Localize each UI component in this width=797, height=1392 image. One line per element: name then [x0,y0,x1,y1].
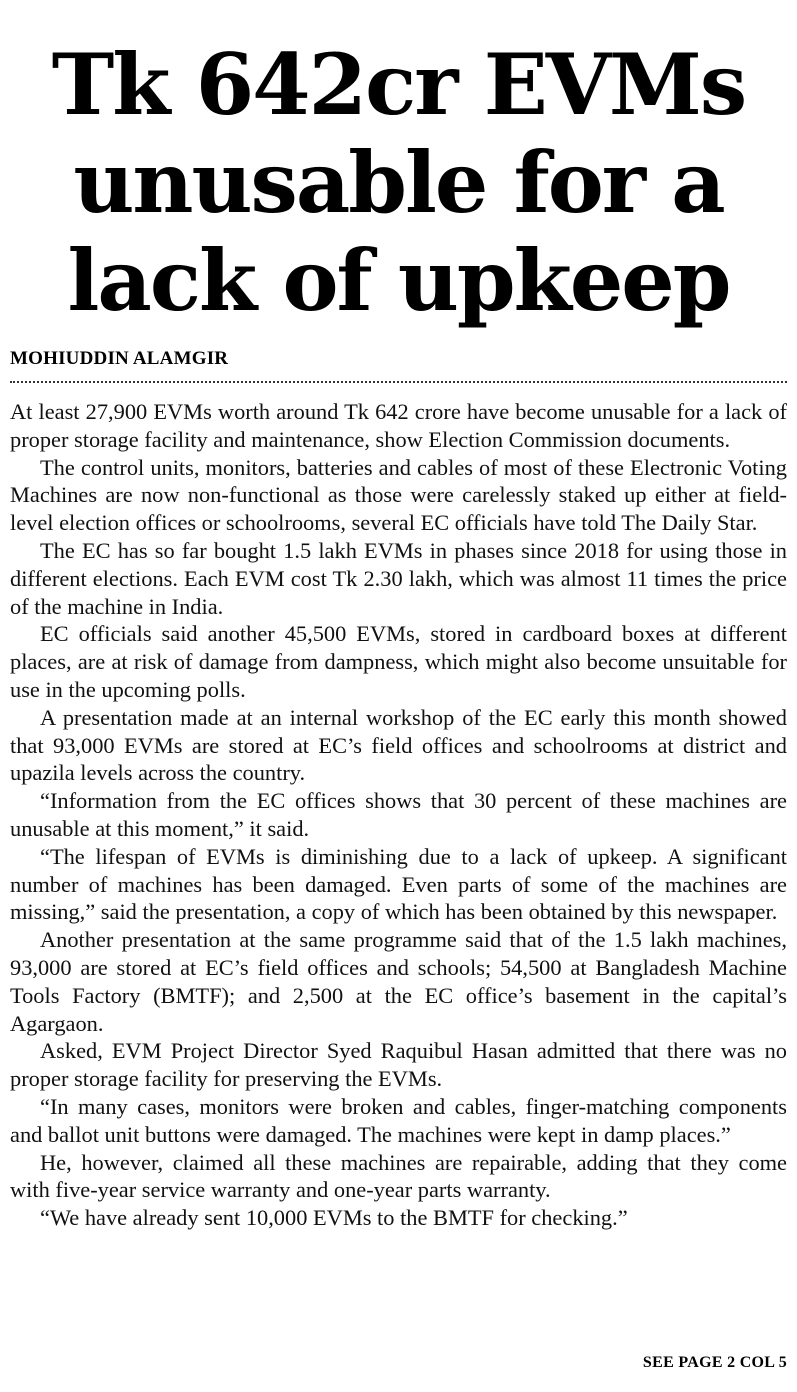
article-paragraph: At least 27,900 EVMs worth around Tk 642 crore have become unusable for a lack of proper storage facility and maintenance, show Election Commission documents. [10,399,787,452]
article-paragraph: He, however, claimed all these machines are repairable, adding that they come with five-year service warranty and one-year parts warranty. [10,1149,787,1203]
article-paragraph: The control units, monitors, batteries and cables of most of these Electronic Voting Machines are now non-functional as those were carelessly staked up either at field-level election offices or schoolrooms, several EC officials have told The Daily Star. [10,454,787,536]
article-paragraph: Another presentation at the same programme said that of the 1.5 lakh machines, 93,000 are stored at EC’s field offices and schools; 54,500 at Bangladesh Machine Tools Factory (BMTF); and 2,500 at the EC office’s basement in the capital’s Agargaon. [10,927,787,1036]
article-paragraph: The EC has so far bought 1.5 lakh EVMs in phases since 2018 for using those in different elections. Each EVM cost Tk 2.30 lakh, which was almost 11 times the price of the machine in India. [10,537,787,619]
article-paragraph: “The lifespan of EVMs is diminishing due to a lack of upkeep. A significant number of machines has been damaged. Even parts of some of the machines are missing,” said the presentation, a copy of which has been obtained by this newspaper. [10,843,787,925]
byline: MOHIUDDIN ALAMGIR [10,348,229,369]
article-paragraph: EC officials said another 45,500 EVMs, stored in cardboard boxes at different places, are at risk of damage from dampness, which might also become unsuitable for use in the upcoming polls. [10,621,787,702]
article-paragraph: “In many cases, monitors were broken and cables, finger-matching components and ballot unit buttons were damaged. The machines were kept in damp places.” [10,1093,787,1147]
headline: Tk 642cr EVMs unusable for a lack of upkeep [51,35,746,330]
article-body [10,398,787,1232]
dotted-divider [10,381,787,383]
article-paragraph: Asked, EVM Project Director Syed Raquibul Hasan admitted that there was no proper storage facility for preserving the EVMs. [10,1038,787,1092]
article-paragraph: A presentation made at an internal workshop of the EC early this month showed that 93,000 EVMs are stored at EC’s field offices and schoolrooms at district and upazila levels across the country. [10,704,787,786]
article-paragraph: “Information from the EC offices shows that 30 percent of these machines are unusable at this moment,” it said. [10,788,787,841]
article-paragraph: “We have already sent 10,000 EVMs to the BMTF for checking.” [40,1205,628,1231]
continued-on-jump-line: SEE PAGE 2 COL 5 [642,1354,787,1371]
